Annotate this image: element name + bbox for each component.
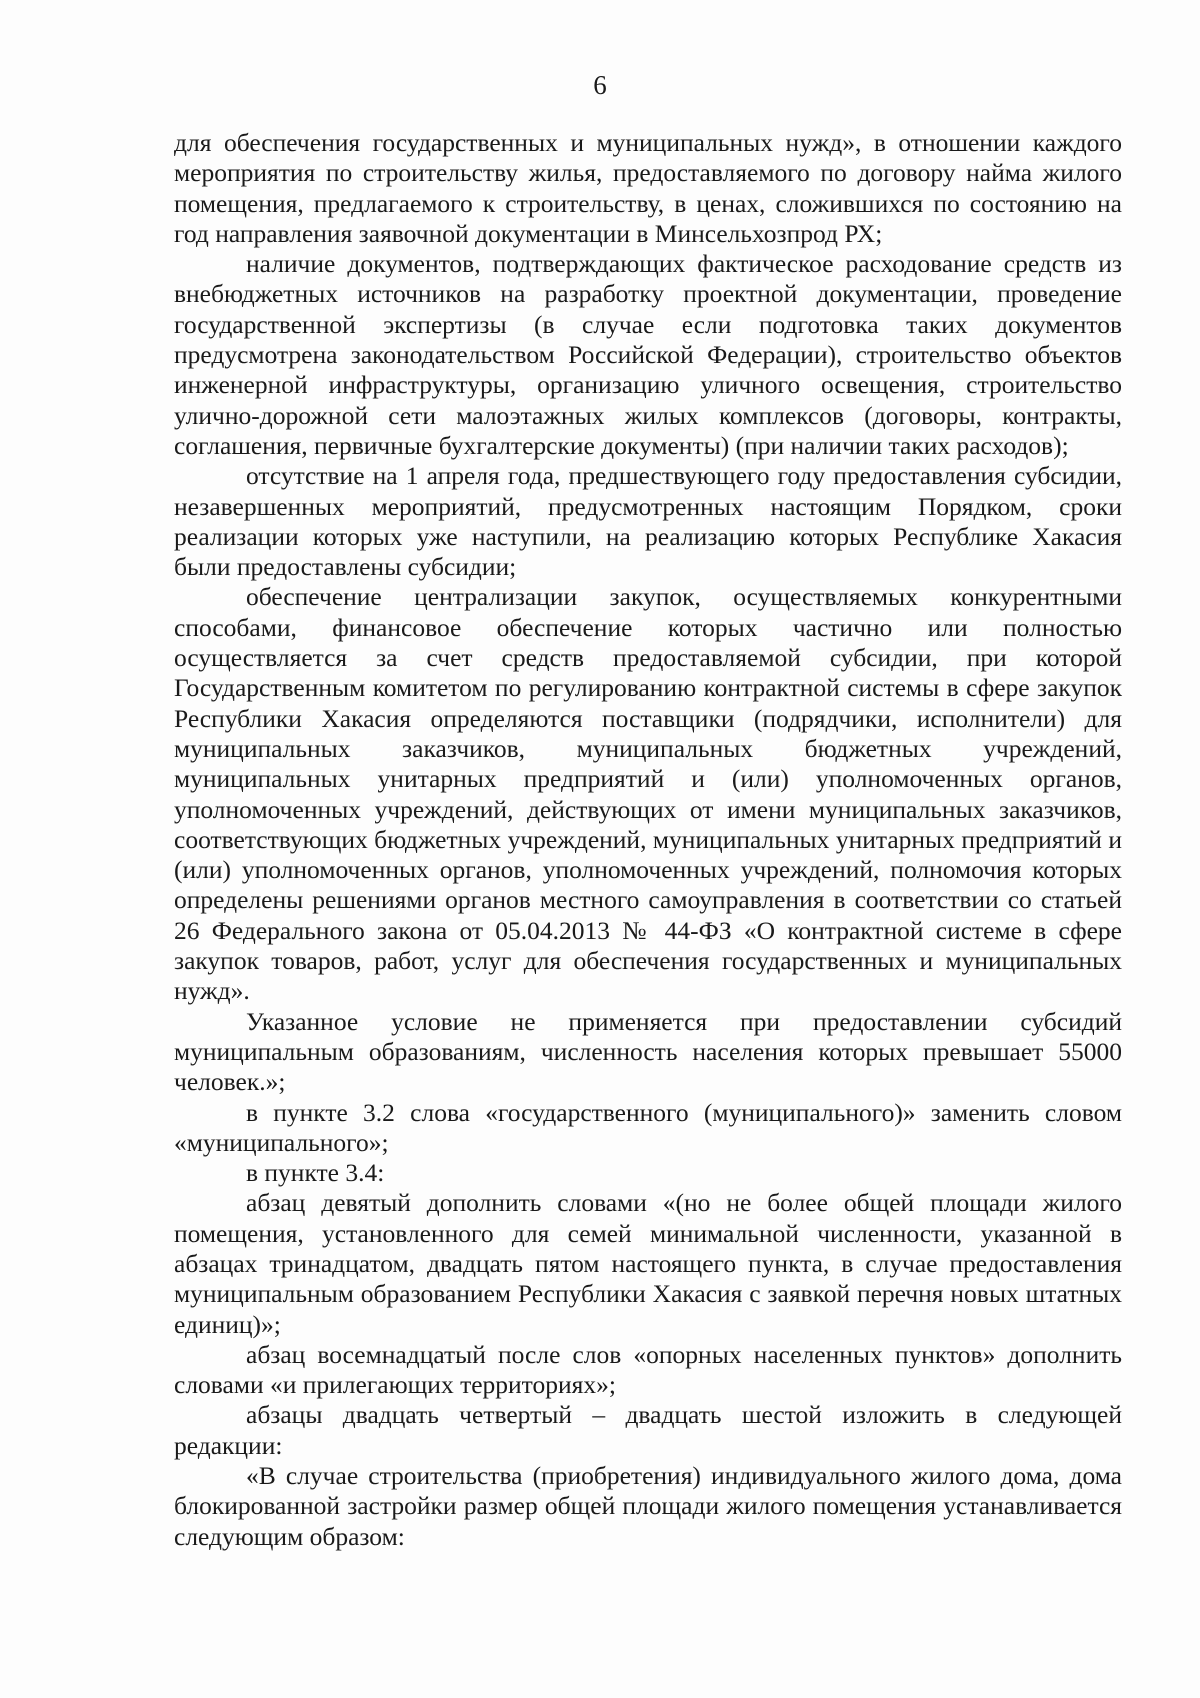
paragraph-housing-area-rule: «В случае строительства (приобретения) индивидуального жилого дома, дома блокированной застройки размер общей площади жилого помещения устанавливается следующим образом: [174, 1461, 1122, 1551]
paragraph-procurement-centralization: обеспечение централизации закупок, осуществляемых конкурентными способами, финансовое обеспечение которых частично или полностью осуществляется за счет средств предоставляемой субсидии, при которой Государственным комитетом по регулированию контрактной системы в сфере закупок Республики Хакасия определяются поставщики (подрядчики, исполнители) для муниципальных заказчиков, муниципальных бюджетных учреждений, муниципальных унитарных предприятий и (или) уполномоченных органов, уполномоченных учреждений, действующих от имени муниципальных заказчиков, соответствующих бюджетных учреждений, муниципальных унитарных предприятий и (или) уполномоченных органов, уполномоченных учреждений, полномочия которых определены решениями органов местного самоуправления в соответствии со статьей 26 Федерального закона от 05.04.2013 № 44-ФЗ «О контрактной системе в сфере закупок товаров, работ, услуг для обеспечения государственных и муниципальных нужд». [174, 582, 1122, 1006]
paragraph-clause-3-4: в пункте 3.4: [246, 1158, 385, 1188]
paragraph-no-unfinished-measures: отсутствие на 1 апреля года, предшествующего году предоставления субсидии, незавершенных мероприятий, предусмотренных настоящим Порядком, сроки реализации которых уже наступили, на реализацию которых Республике Хакасия были предоставлены субсидии; [174, 461, 1122, 582]
paragraph-condition-exception: Указанное условие не применяется при предоставлении субсидий муниципальным образованиям, численность населения которых превышает 55000 человек.»; [174, 1006, 1122, 1097]
paragraph-continuation: для обеспечения государственных и муниципальных нужд», в отношении каждого мероприятия по строительству жилья, предоставляемого по договору найма жилого помещения, предлагаемого к строительству, в ценах, сложившихся по состоянию на год направления заявочной документации в Минсельхозпрод РХ; [174, 128, 1122, 248]
paragraph-documents-availability: наличие документов, подтверждающих фактическое расходование средств из внебюджетных источников на разработку проектной документации, проведение государственной экспертизы (в случае если подготовка таких документов предусмотрена законодательством Российской Федерации), строительство объектов инженерной инфраструктуры, организацию уличного освещения, строительство улично-дорожной сети малоэтажных жилых комплексов (договоры, контракты, соглашения, первичные бухгалтерские документы) (при наличии таких расходов); [174, 249, 1122, 460]
document-body [174, 128, 1122, 1552]
paragraph-clause-3-2: в пункте 3.2 слова «государственного (муниципального)» заменить словом «муниципального»; [174, 1097, 1122, 1157]
paragraph-eighteenth-abzac: абзац восемнадцатый после слов «опорных населенных пунктов» дополнить словами «и прилегающих территориях»; [174, 1339, 1122, 1400]
paragraph-abzacs-24-26: абзацы двадцать четвертый – двадцать шестой изложить в следующей редакции: [174, 1400, 1122, 1460]
paragraph-ninth-abzac: абзац девятый дополнить словами «(но не более общей площади жилого помещения, установленного для семей минимальной численности, указанной в абзацах тринадцатом, двадцать пятом настоящего пункта, в случае предоставления муниципальным образованием Республики Хакасия с заявкой перечня новых штатных единиц)»; [174, 1188, 1122, 1339]
page-number: 6 [593, 70, 607, 100]
